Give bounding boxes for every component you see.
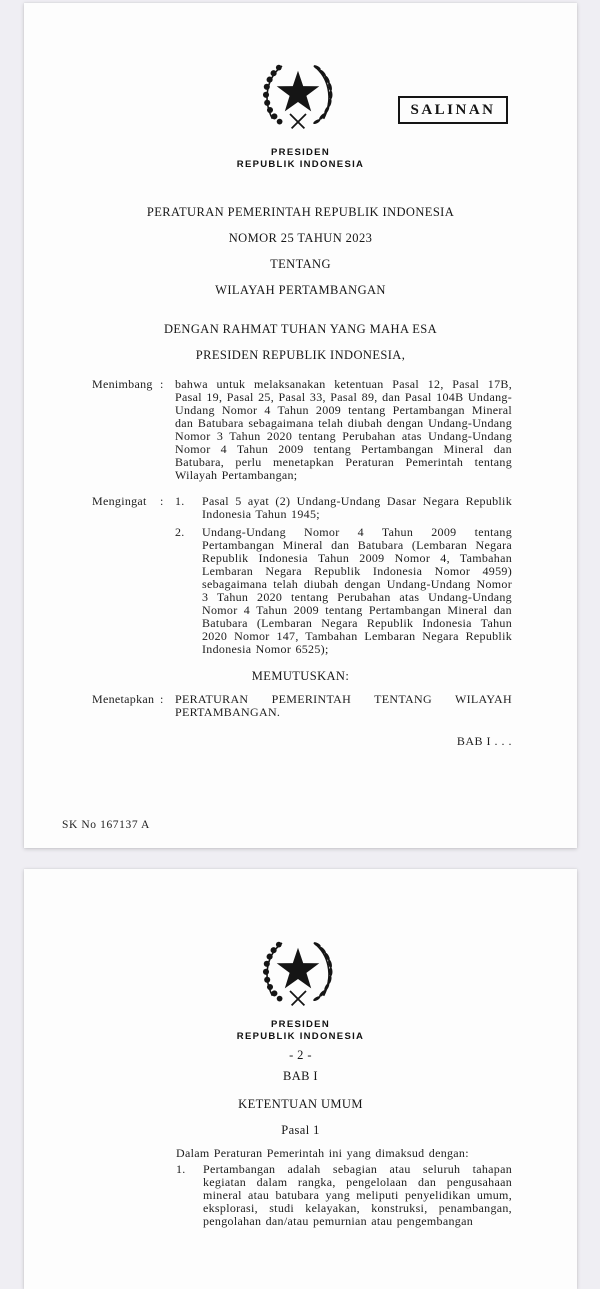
menetapkan-colon: : [160, 692, 164, 706]
list-text: Pasal 5 ayat (2) Undang-Undang Dasar Negara Republik Indonesia Tahun 1945; [202, 494, 512, 521]
letterhead-presiden: PRESIDEN [271, 1019, 330, 1030]
mengingat-item-2 [175, 526, 512, 656]
mengingat-colon: : [160, 494, 164, 508]
regulation-title-block [24, 199, 577, 303]
memutuskan-heading: MEMUTUSKAN: [251, 669, 350, 683]
mengingat-section [24, 495, 577, 656]
letterhead [24, 1019, 577, 1042]
list-number: 2. [175, 525, 185, 539]
title-line-2: NOMOR 25 TAHUN 2023 [228, 231, 373, 245]
definition-item-1 [176, 1163, 512, 1228]
list-number: 1. [176, 1162, 186, 1176]
document-page-2 [24, 869, 577, 1289]
presidential-seal-icon [258, 935, 338, 1015]
page-number: - 2 - [289, 1048, 312, 1062]
article-body [176, 1147, 512, 1228]
letterhead [24, 147, 577, 170]
list-text: Undang-Undang Nomor 4 Tahun 2009 tentang Pertambangan Mineral dan Batubara (Lembaran Negara Republik Indonesia Tahun 2009 Nomor 4, Tambahan Lembaran Negara Republik Indonesia Nomor 4959) sebagaimana telah diubah dengan Undang-Undang Nomor 3 Tahun 2020 tentang Perubahan atas Undang-Undang Nomor 4 Tahun 2009 tentang Pertambangan Mineral dan Batubara (Lembaran Negara Republik Indonesia Tahun 2020 Nomor 147, Tambahan Lembaran Negara Republik Indonesia Nomor 6525); [202, 525, 512, 656]
preamble-block [24, 316, 577, 368]
chapter-title: KETENTUAN UMUM [238, 1097, 363, 1111]
salinan-stamp: SALINAN [398, 96, 508, 124]
preamble-line-1: DENGAN RAHMAT TUHAN YANG MAHA ESA [163, 322, 438, 336]
menimbang-colon: : [160, 377, 164, 391]
article-heading: Pasal 1 [281, 1123, 320, 1137]
letterhead-republik-indonesia: REPUBLIK INDONESIA [236, 158, 365, 170]
menimbang-label: Menimbang [92, 377, 153, 391]
list-text: Pertambangan adalah sebagian atau seluruh tahapan kegiatan dalam rangka, pengelolaan dan pengusahaan mineral atau batubara yang meliputi penyelidikan umum, eksplorasi, studi kelayakan, konstruksi, penambangan, pengolahan dan/atau pemurnian atau pengembangan [203, 1162, 512, 1228]
mengingat-item-1 [175, 495, 512, 521]
title-line-1: PERATURAN PEMERINTAH REPUBLIK INDONESIA [146, 205, 455, 219]
document-page-1 [24, 3, 577, 848]
presidential-seal-icon [258, 58, 338, 138]
pasal-1-intro: Dalam Peraturan Pemerintah ini yang dimaksud dengan: [176, 1146, 469, 1160]
mengingat-label: Mengingat [92, 494, 147, 508]
letterhead-republik-indonesia: REPUBLIK INDONESIA [236, 1030, 365, 1042]
title-line-3: TENTANG [270, 257, 331, 271]
sk-number: SK No 167137 A [62, 819, 150, 831]
menimbang-text: bahwa untuk melaksanakan ketentuan Pasal 12, Pasal 17B, Pasal 19, Pasal 25, Pasal 33, Pasal 89, dan Pasal 104B Undang-Undang Nomor 4 Tahun 2009 tentang Pertambangan Mineral dan Batubara sebagaimana telah diubah dengan Undang-Undang Nomor 3 Tahun 2020 tentang Perubahan atas Undang-Undang Nomor 4 Tahun 2009 tentang Pertambangan Mineral dan Batubara, perlu menetapkan Peraturan Pemerintah tentang Wilayah Pertambangan; [175, 377, 512, 482]
menetapkan-label: Menetapkan [92, 692, 155, 706]
menetapkan-section [24, 693, 577, 719]
menimbang-section [24, 378, 577, 482]
chapter-heading: BAB I [283, 1069, 318, 1083]
menetapkan-text: PERATURAN PEMERINTAH TENTANG WILAYAH PERTAMBANGAN. [175, 692, 512, 719]
list-number: 1. [175, 494, 185, 508]
letterhead-presiden: PRESIDEN [271, 147, 330, 158]
preamble-line-2: PRESIDEN REPUBLIK INDONESIA, [195, 348, 406, 362]
title-line-4: WILAYAH PERTAMBANGAN [215, 283, 386, 297]
catchword-bab-i: BAB I . . . [456, 734, 512, 748]
